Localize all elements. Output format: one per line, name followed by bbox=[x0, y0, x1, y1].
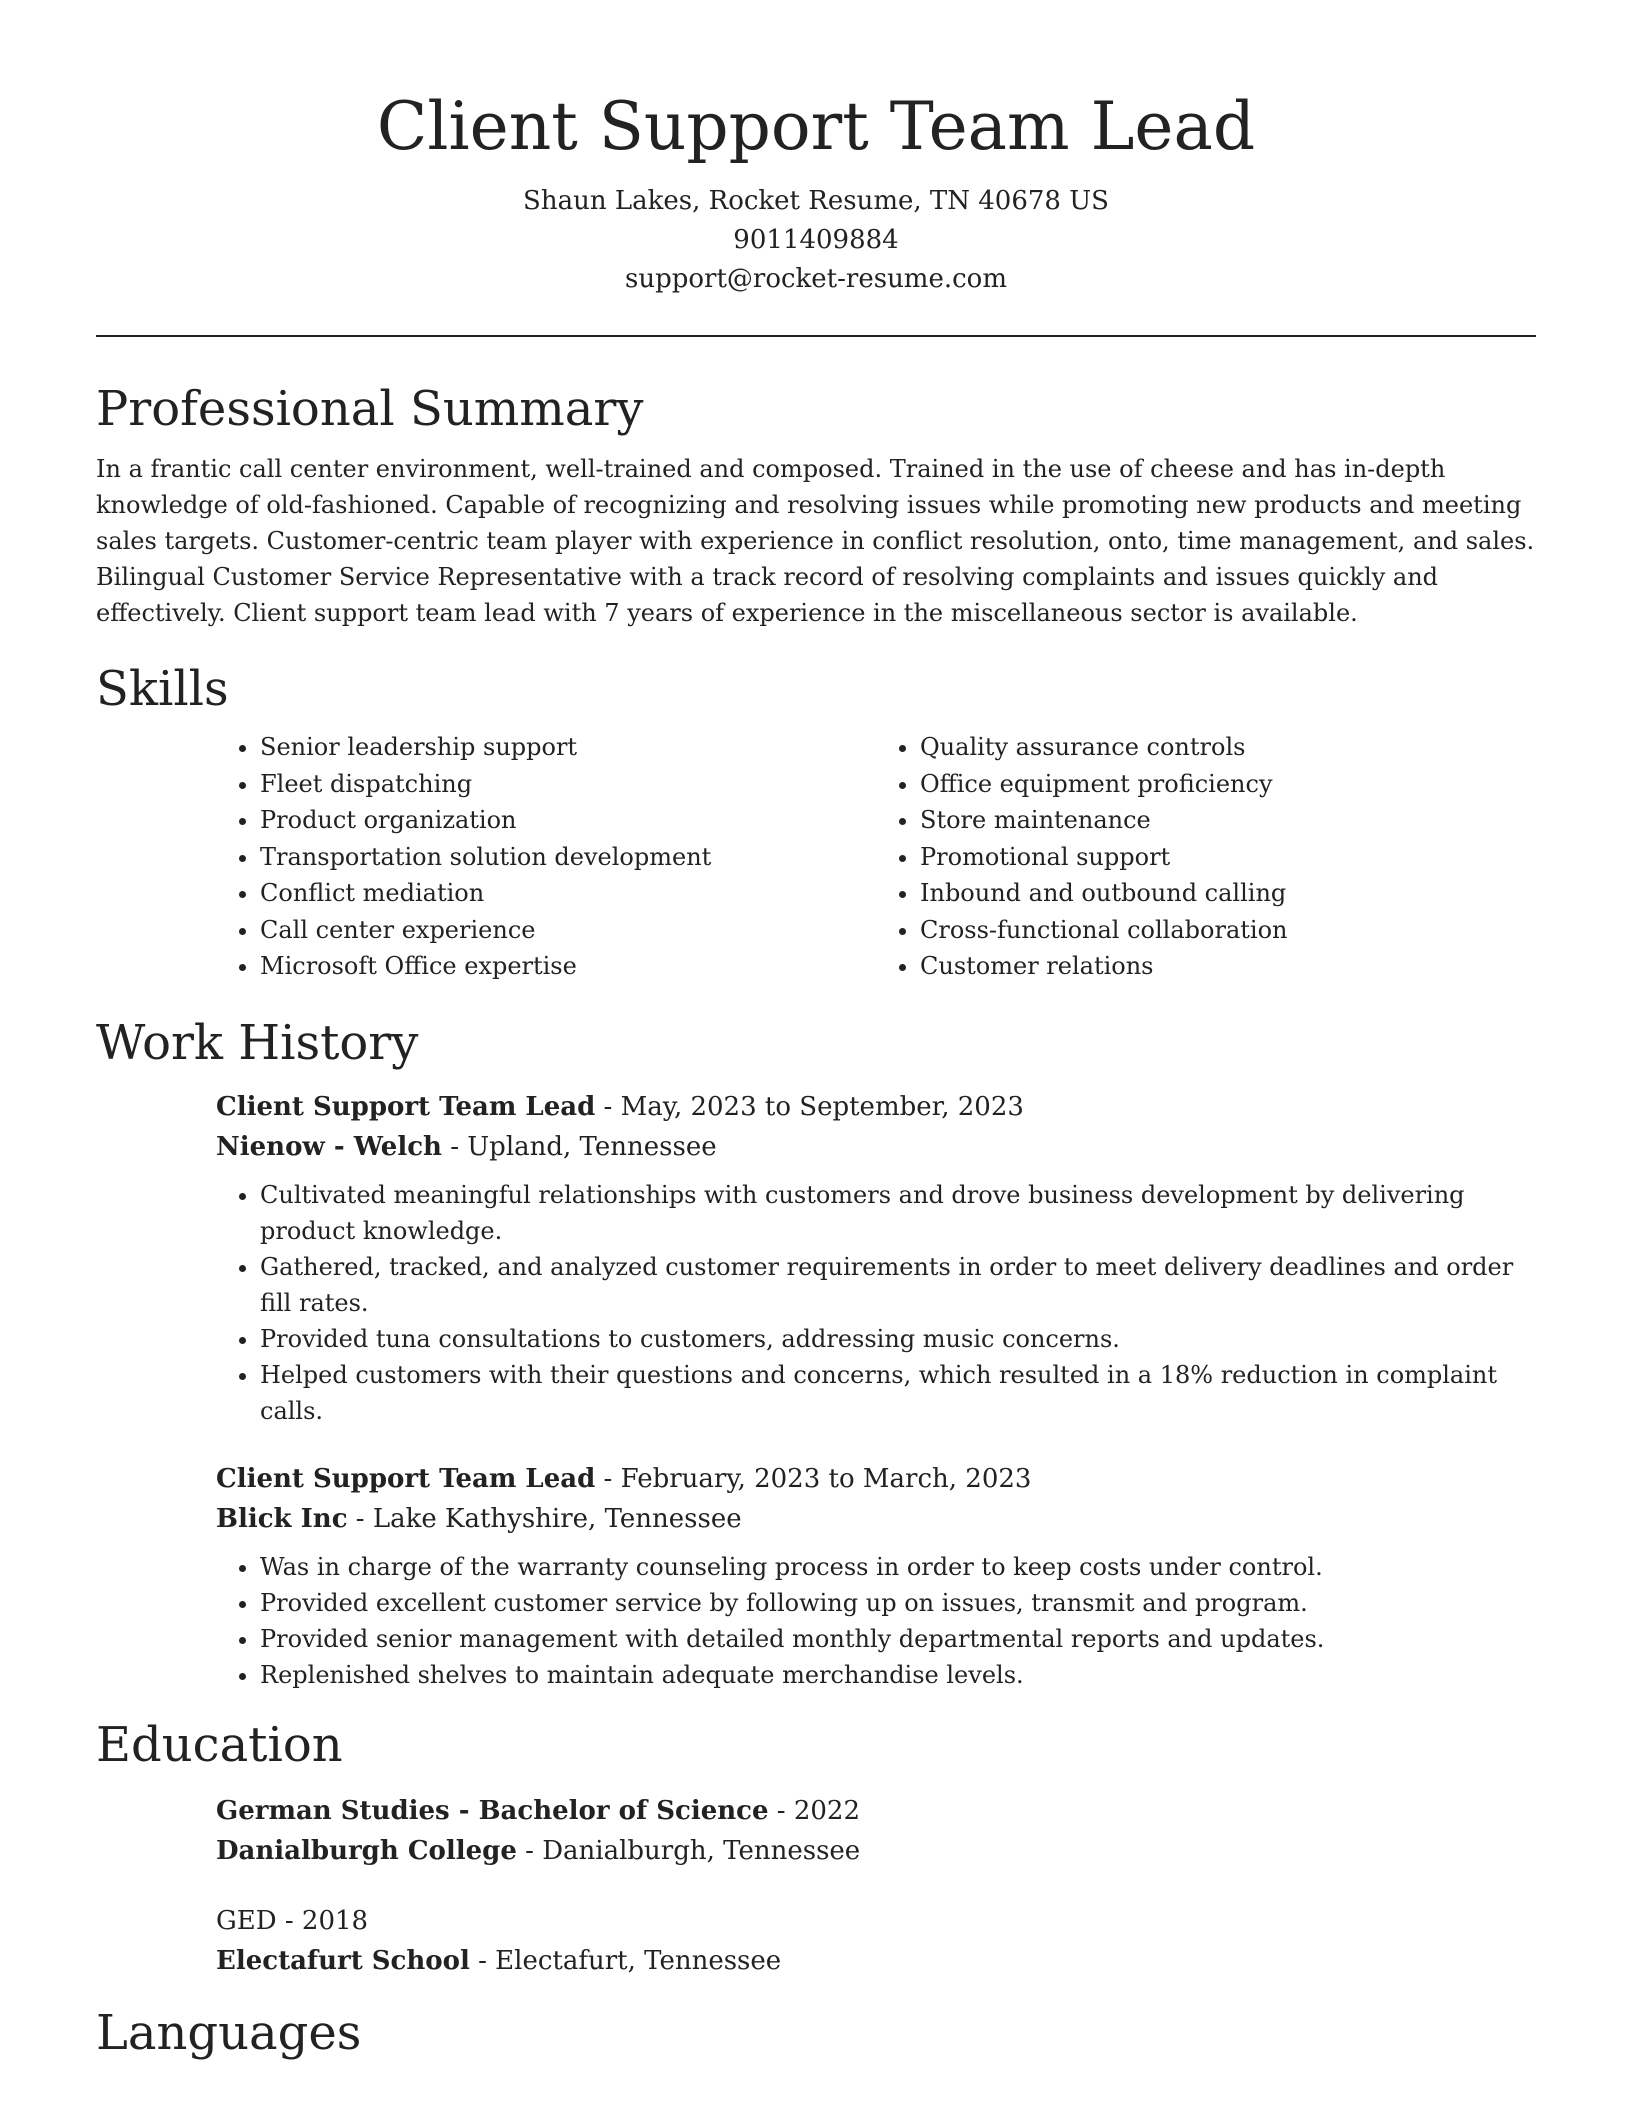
job-bullets bbox=[216, 1549, 1536, 1693]
work-history-heading: Work History bbox=[96, 1014, 419, 1071]
skill-item: • Conflict mediation bbox=[260, 875, 876, 912]
contact-phone: 9011409884 bbox=[733, 225, 899, 255]
job-title-line bbox=[216, 1087, 1536, 1127]
contact-address: Shaun Lakes, Rocket Resume, TN 40678 US bbox=[523, 186, 1109, 216]
education-school-line bbox=[216, 1831, 1536, 1871]
job-bullet: • Replenished shelves to maintain adequate merchandise levels. bbox=[260, 1657, 1536, 1693]
education-year: - 2022 bbox=[768, 1795, 861, 1826]
job-bullet: • Provided excellent customer service by following up on issues, transmit and program. bbox=[260, 1585, 1536, 1621]
job-bullet: • Was in charge of the warranty counseling process in order to keep costs under control. bbox=[260, 1549, 1536, 1585]
education-degree-line bbox=[216, 1901, 1536, 1941]
skill-item: • Product organization bbox=[260, 802, 876, 839]
skill-item: • Cross-functional collaboration bbox=[920, 912, 1536, 949]
resume-title: Client Support Team Lead bbox=[376, 88, 1256, 165]
resume-header bbox=[96, 0, 1536, 299]
job-company: Blick Inc bbox=[216, 1503, 348, 1534]
education-year: - 2018 bbox=[276, 1905, 369, 1936]
languages-section bbox=[96, 2001, 1536, 2065]
skills-list-right bbox=[876, 729, 1536, 985]
job-title: Client Support Team Lead bbox=[216, 1463, 596, 1494]
job-bullets bbox=[216, 1177, 1536, 1429]
skills-list-left bbox=[216, 729, 876, 985]
job-entry bbox=[216, 1087, 1536, 1429]
job-location: - Upland, Tennessee bbox=[441, 1131, 717, 1162]
skill-item: • Microsoft Office expertise bbox=[260, 948, 876, 985]
job-bullet: • Provided senior management with detailed monthly departmental reports and updates. bbox=[260, 1621, 1536, 1657]
skill-item: • Senior leadership support bbox=[260, 729, 876, 766]
skills-section bbox=[96, 657, 1536, 985]
education-location: - Electafurt, Tennessee bbox=[469, 1945, 782, 1976]
education-school-line bbox=[216, 1941, 1536, 1981]
job-dates: - May, 2023 to September, 2023 bbox=[595, 1091, 1024, 1122]
education-entry bbox=[216, 1901, 1536, 1981]
job-location: - Lake Kathyshire, Tennessee bbox=[347, 1503, 742, 1534]
job-bullet: • Helped customers with their questions and concerns, which resulted in a 18% reduction in complaint calls. bbox=[260, 1357, 1536, 1429]
education-location: - Danialburgh, Tennessee bbox=[516, 1835, 861, 1866]
job-title-line bbox=[216, 1459, 1536, 1499]
education-heading: Education bbox=[96, 1716, 343, 1773]
job-bullet: • Provided tuna consultations to customers, addressing music concerns. bbox=[260, 1321, 1536, 1357]
languages-heading: Languages bbox=[96, 2004, 362, 2061]
job-title: Client Support Team Lead bbox=[216, 1091, 596, 1122]
job-company-line bbox=[216, 1499, 1536, 1539]
education-entry bbox=[216, 1791, 1536, 1871]
skill-item: • Store maintenance bbox=[920, 802, 1536, 839]
job-company-line bbox=[216, 1127, 1536, 1167]
header-divider bbox=[96, 335, 1536, 337]
skill-item: • Transportation solution development bbox=[260, 839, 876, 876]
skill-item: • Call center experience bbox=[260, 912, 876, 949]
skills-columns bbox=[216, 721, 1536, 985]
education-degree: German Studies - Bachelor of Science bbox=[216, 1795, 769, 1826]
education-degree: GED bbox=[216, 1905, 277, 1936]
education-school: Danialburgh College bbox=[216, 1835, 517, 1866]
contact-info bbox=[96, 182, 1536, 299]
skill-item: • Customer relations bbox=[920, 948, 1536, 985]
work-history-section bbox=[96, 1011, 1536, 1693]
job-company: Nienow - Welch bbox=[216, 1131, 442, 1162]
job-dates: - February, 2023 to March, 2023 bbox=[595, 1463, 1032, 1494]
job-entry bbox=[216, 1459, 1536, 1693]
resume-page bbox=[96, 0, 1536, 2065]
skill-item: • Inbound and outbound calling bbox=[920, 875, 1536, 912]
job-bullet: • Gathered, tracked, and analyzed customer requirements in order to meet delivery deadlines and order fill rates. bbox=[260, 1249, 1536, 1321]
skill-item: • Fleet dispatching bbox=[260, 766, 876, 803]
summary-text: In a frantic call center environment, well-trained and composed. Trained in the use of cheese and has in-depth knowledge of old-fashioned. Capable of recognizing and resolving issues while promoting new products and meeting sales targets. Customer-centric team player with experience in conflict resolution, onto, time management, and sales. Bilingual Customer Service Representative with a track record of resolving complaints and issues quickly and effectively. Client support team lead with 7 years of experience in the miscellaneous sector is available. bbox=[96, 455, 1535, 627]
contact-email: support@rocket-resume.com bbox=[624, 264, 1007, 294]
education-school: Electafurt School bbox=[216, 1945, 470, 1976]
skill-item: • Office equipment proficiency bbox=[920, 766, 1536, 803]
job-bullet: • Cultivated meaningful relationships with customers and drove business development by delivering product knowledge. bbox=[260, 1177, 1536, 1249]
skills-heading: Skills bbox=[96, 661, 229, 717]
skill-item: • Quality assurance controls bbox=[920, 729, 1536, 766]
summary-heading: Professional Summary bbox=[96, 381, 644, 437]
summary-section bbox=[96, 377, 1536, 631]
skill-item: • Promotional support bbox=[920, 839, 1536, 876]
education-degree-line bbox=[216, 1791, 1536, 1831]
education-section bbox=[96, 1713, 1536, 1981]
